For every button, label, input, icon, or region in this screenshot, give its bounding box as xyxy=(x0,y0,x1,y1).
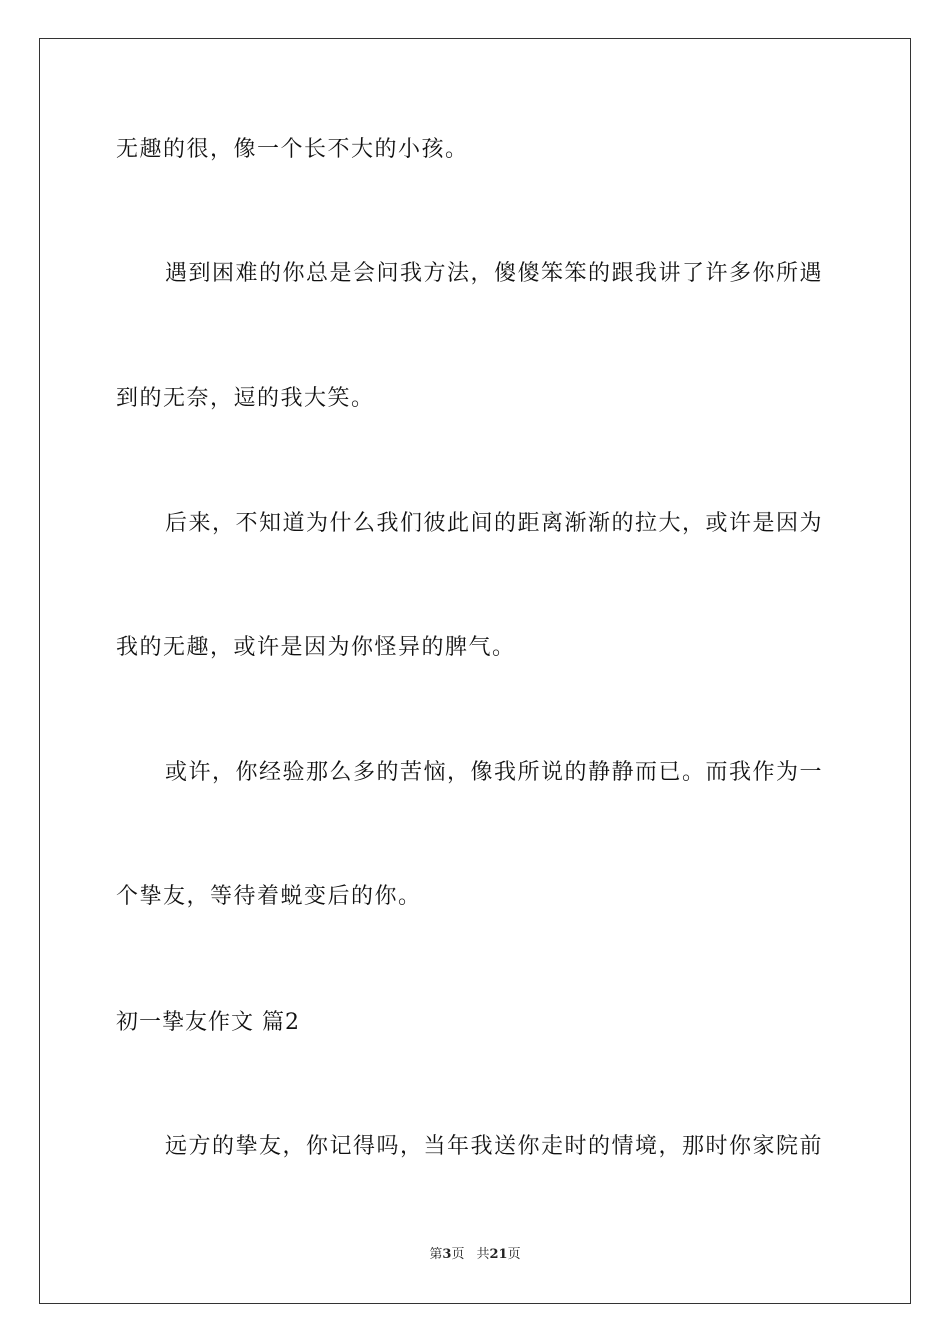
paragraph-line-7: 个挚友，等待着蜕变后的你。 xyxy=(116,884,422,909)
page-number: 3 xyxy=(442,1247,452,1262)
paragraph-line-3: 到的无奈，逗的我大笑。 xyxy=(116,386,375,411)
page-footer xyxy=(0,1246,950,1264)
paragraph-line-1: 无趣的很，像一个长不大的小孩。 xyxy=(116,137,469,162)
page-border xyxy=(39,38,911,1304)
page-suffix: 页 xyxy=(451,1247,465,1262)
paragraph-line-5: 我的无趣，或许是因为你怪异的脾气。 xyxy=(116,635,516,660)
paragraph-line-9: 远方的挚友，你记得吗，当年我送你走时的情境，那时你家院前 xyxy=(165,1134,824,1159)
section-heading: 初一挚友作文 篇2 xyxy=(116,1010,300,1035)
paragraph-line-6: 或许，你经验那么多的苦恼，像我所说的静静而已。而我作为一 xyxy=(165,760,824,785)
paragraph-line-2: 遇到困难的你总是会问我方法，傻傻笨笨的跟我讲了许多你所遇 xyxy=(165,261,824,286)
total-prefix: 共 xyxy=(476,1247,490,1262)
page-prefix: 第 xyxy=(429,1247,443,1262)
total-suffix: 页 xyxy=(507,1247,521,1262)
total-pages: 21 xyxy=(489,1247,508,1262)
paragraph-line-4: 后来，不知道为什么我们彼此间的距离渐渐的拉大，或许是因为 xyxy=(165,511,824,536)
